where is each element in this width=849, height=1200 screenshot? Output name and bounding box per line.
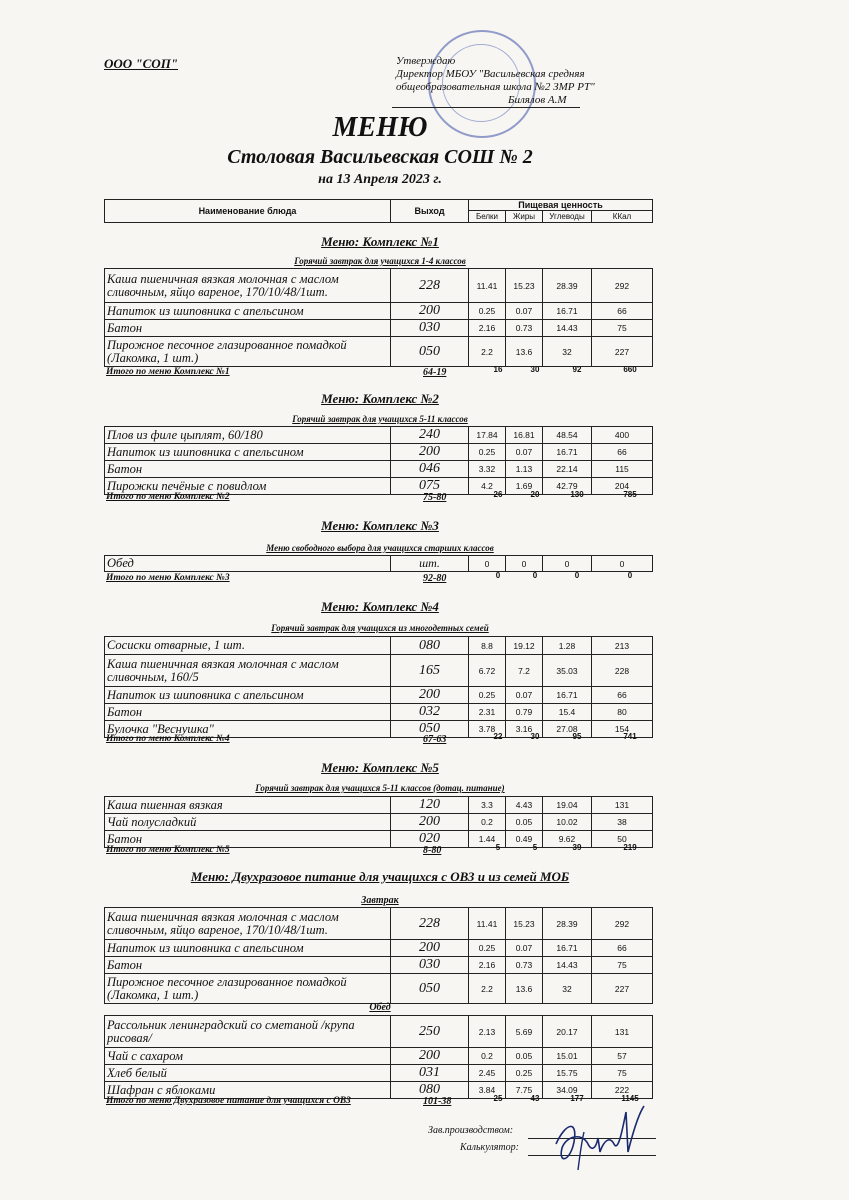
dish-kcal: 222 (592, 1082, 653, 1099)
dish-fat: 0.07 (506, 444, 543, 461)
dish-output: 200 (391, 444, 469, 461)
dish-protein: 2.2 (469, 337, 506, 367)
dish-output: 250 (391, 1016, 469, 1048)
dish-carbs: 15.4 (543, 704, 592, 721)
dish-carbs: 28.39 (543, 908, 592, 940)
ovz-total-protein: 25 (493, 1094, 503, 1103)
dish-fat: 3.16 (506, 721, 543, 738)
dish-protein: 0.25 (469, 687, 506, 704)
dish-kcal: 75 (592, 957, 653, 974)
dish-name: Чай с сахаром (105, 1048, 391, 1065)
dish-fat: 0.05 (506, 1048, 543, 1065)
ovz-breakfast-label: Завтрак (361, 895, 399, 906)
ovz-breakfast-table (104, 907, 653, 1004)
dish-carbs: 48.54 (543, 427, 592, 444)
dish-output: 200 (391, 687, 469, 704)
dish-fat: 0.79 (506, 704, 543, 721)
dish-protein: 3.32 (469, 461, 506, 478)
dish-output: 200 (391, 303, 469, 320)
dish-output: 020 (391, 831, 469, 848)
complex3-total-kcal: 0 (627, 571, 633, 580)
complex1-table (104, 268, 653, 367)
dish-carbs: 32 (543, 337, 592, 367)
dish-carbs: 19.04 (543, 797, 592, 814)
dish-carbs: 16.71 (543, 303, 592, 320)
dish-carbs: 28.39 (543, 269, 592, 303)
dish-protein: 0.25 (469, 303, 506, 320)
dish-name: Напиток из шиповника с апельсином (105, 687, 391, 704)
dish-protein: 2.45 (469, 1065, 506, 1082)
menu-date: на 13 Апреля 2023 г. (318, 172, 442, 187)
complex4-total-fat: 30 (530, 732, 540, 741)
dish-fat: 5.69 (506, 1016, 543, 1048)
dish-name: Пирожное песочное глазированное помадкой (Лакомка, 1 шт.) (105, 974, 391, 1004)
dish-protein: 11.41 (469, 269, 506, 303)
dish-protein: 11.41 (469, 908, 506, 940)
dish-output: 050 (391, 974, 469, 1004)
dish-output: шт. (391, 556, 469, 572)
complex4-title: Меню: Комплекс №4 (321, 599, 439, 614)
dish-output: 165 (391, 655, 469, 687)
complex5-subtitle: Горячий завтрак для учащихся 5-11 классов (дотац. питание) (255, 783, 505, 793)
dish-name: Батон (105, 957, 391, 974)
approve-line-2: Директор МБОУ "Васильевская средняя (396, 68, 585, 80)
dish-kcal: 66 (592, 303, 653, 320)
dish-fat: 13.6 (506, 337, 543, 367)
complex1-total-output: 64-19 (423, 367, 447, 378)
complex3-subtitle: Меню свободного выбора для учащихся старших классов (266, 543, 494, 553)
dish-fat: 0.73 (506, 320, 543, 337)
complex4-subtitle: Горячий завтрак для учащихся из многодетных семей (271, 623, 489, 633)
complex1-total-kcal: 660 (623, 365, 637, 374)
complex2-title: Меню: Комплекс №2 (321, 391, 439, 406)
complex1-total-label: Итого по меню Комплекс №1 (106, 367, 230, 377)
complex5-total-carbs: 39 (572, 843, 582, 852)
dish-name: Пирожное песочное глазированное помадкой (Лакомка, 1 шт.) (105, 337, 391, 367)
dish-protein: 2.16 (469, 320, 506, 337)
dish-name: Хлеб белый (105, 1065, 391, 1082)
dish-name: Пирожки печёные с повидлом (105, 478, 391, 495)
dish-protein: 1.44 (469, 831, 506, 848)
dish-protein: 2.2 (469, 974, 506, 1004)
complex3-total-output: 92-80 (423, 573, 447, 584)
dish-fat: 0.07 (506, 687, 543, 704)
dish-name: Напиток из шиповника с апельсином (105, 940, 391, 957)
table-row (105, 337, 653, 367)
complex5-table (104, 796, 653, 848)
dish-output: 240 (391, 427, 469, 444)
dish-kcal: 66 (592, 940, 653, 957)
calculator-label: Калькулятор: (460, 1142, 519, 1153)
table-row (105, 1048, 653, 1065)
table-row (105, 427, 653, 444)
col-output-header: Выход (391, 200, 469, 223)
dish-carbs: 35.03 (543, 655, 592, 687)
table-row (105, 1065, 653, 1082)
dish-carbs: 10.02 (543, 814, 592, 831)
dish-output: 032 (391, 704, 469, 721)
production-manager-label: Зав.производством: (428, 1125, 514, 1136)
dish-name: Батон (105, 704, 391, 721)
director-name: Билялов А.М (508, 94, 567, 106)
dish-carbs: 0 (543, 556, 592, 572)
dish-output: 200 (391, 940, 469, 957)
dish-output: 050 (391, 337, 469, 367)
dish-carbs: 34.09 (543, 1082, 592, 1099)
handwritten-signature (548, 1092, 658, 1174)
dish-kcal: 75 (592, 320, 653, 337)
complex4-total-protein: 22 (493, 732, 503, 741)
complex2-total-protein: 26 (493, 490, 503, 499)
dish-fat: 13.6 (506, 974, 543, 1004)
dish-carbs: 16.71 (543, 687, 592, 704)
dish-kcal: 0 (592, 556, 653, 572)
dish-fat: 4.43 (506, 797, 543, 814)
dish-name: Каша пшенная вязкая (105, 797, 391, 814)
ovz-title: Меню: Двухразовое питание для учащихся с ОВЗ и из семей МОБ (190, 869, 570, 884)
dish-kcal: 400 (592, 427, 653, 444)
table-row (105, 974, 653, 1004)
complex2-total-kcal: 785 (623, 490, 637, 499)
dish-name: Каша пшеничная вязкая молочная с маслом сливочным, яйцо вареное, 170/10/48/1шт. (105, 908, 391, 940)
table-row (105, 556, 653, 572)
dish-protein: 0.2 (469, 1048, 506, 1065)
dish-kcal: 38 (592, 814, 653, 831)
dish-name: Шафран с яблоками (105, 1082, 391, 1099)
complex5-title: Меню: Комплекс №5 (321, 760, 439, 775)
dish-kcal: 154 (592, 721, 653, 738)
table-row (105, 940, 653, 957)
dish-carbs: 1.28 (543, 637, 592, 655)
dish-kcal: 227 (592, 337, 653, 367)
dish-protein: 0 (469, 556, 506, 572)
dish-carbs: 20.17 (543, 1016, 592, 1048)
page-subtitle: Столовая Васильевская СОШ № 2 (227, 146, 533, 168)
complex5-total-fat: 5 (532, 843, 538, 852)
complex4-total-carbs: 95 (572, 732, 582, 741)
ovz-total-fat: 43 (530, 1094, 540, 1103)
dish-fat: 1.69 (506, 478, 543, 495)
complex3-total-label: Итого по меню Комплекс №3 (106, 573, 230, 583)
dish-fat: 0.07 (506, 940, 543, 957)
col-kcal-header: ККал (592, 211, 653, 223)
complex3-table (104, 555, 653, 572)
table-row (105, 797, 653, 814)
complex5-total-kcal: 219 (623, 843, 637, 852)
dish-kcal: 66 (592, 687, 653, 704)
dish-output: 080 (391, 637, 469, 655)
table-row (105, 444, 653, 461)
complex4-total-label: Итого по меню Комплекс №4 (106, 734, 230, 744)
complex5-total-label: Итого по меню Комплекс №5 (106, 845, 230, 855)
dish-name: Каша пшеничная вязкая молочная с маслом сливочным, яйцо вареное, 170/10/48/1шт. (105, 269, 391, 303)
dish-kcal: 292 (592, 269, 653, 303)
dish-output: 050 (391, 721, 469, 738)
table-row (105, 655, 653, 687)
table-row (105, 303, 653, 320)
dish-protein: 4.2 (469, 478, 506, 495)
dish-output: 031 (391, 1065, 469, 1082)
dish-kcal: 66 (592, 444, 653, 461)
table-row (105, 957, 653, 974)
ovz-lunch-label: Обед (369, 1002, 391, 1013)
dish-kcal: 292 (592, 908, 653, 940)
dish-kcal: 227 (592, 974, 653, 1004)
dish-name: Напиток из шиповника с апельсином (105, 444, 391, 461)
complex2-total-carbs: 130 (570, 490, 584, 499)
dish-protein: 17.84 (469, 427, 506, 444)
dish-carbs: 22.14 (543, 461, 592, 478)
ovz-total-output: 101-38 (423, 1096, 452, 1107)
dish-carbs: 14.43 (543, 320, 592, 337)
dish-protein: 2.31 (469, 704, 506, 721)
dish-protein: 0.2 (469, 814, 506, 831)
dish-name: Батон (105, 461, 391, 478)
table-row (105, 269, 653, 303)
dish-name: Рассольник ленинградский со сметаной /крупа рисовая/ (105, 1016, 391, 1048)
col-carbs-header: Углеводы (543, 211, 592, 223)
table-row (105, 1016, 653, 1048)
dish-kcal: 213 (592, 637, 653, 655)
approve-line-1: Утверждаю (396, 55, 456, 67)
complex3-total-carbs: 0 (574, 571, 580, 580)
dish-carbs: 15.01 (543, 1048, 592, 1065)
dish-output: 046 (391, 461, 469, 478)
complex2-table (104, 426, 653, 495)
dish-name: Каша пшеничная вязкая молочная с маслом сливочным, 160/5 (105, 655, 391, 687)
col-protein-header: Белки (469, 211, 506, 223)
ovz-total-carbs: 177 (570, 1094, 584, 1103)
approval-block (396, 55, 595, 107)
complex2-subtitle: Горячий завтрак для учащихся 5-11 классов (292, 414, 468, 424)
dish-protein: 0.25 (469, 940, 506, 957)
table-row (105, 461, 653, 478)
dish-name: Батон (105, 831, 391, 848)
dish-protein: 3.84 (469, 1082, 506, 1099)
dish-output: 075 (391, 478, 469, 495)
dish-kcal: 115 (592, 461, 653, 478)
complex1-total-fat: 30 (530, 365, 540, 374)
dish-protein: 2.16 (469, 957, 506, 974)
dish-name: Булочка "Веснушка" (105, 721, 391, 738)
dish-protein: 2.13 (469, 1016, 506, 1048)
dish-output: 200 (391, 1048, 469, 1065)
complex5-total-protein: 5 (495, 843, 501, 852)
col-name-header: Наименование блюда (105, 200, 391, 223)
approve-signature-line (392, 107, 580, 108)
dish-fat: 0.07 (506, 303, 543, 320)
dish-output: 228 (391, 908, 469, 940)
dish-kcal: 50 (592, 831, 653, 848)
dish-name: Чай полусладкий (105, 814, 391, 831)
dish-output: 228 (391, 269, 469, 303)
dish-output: 120 (391, 797, 469, 814)
column-header-table (104, 199, 653, 223)
complex2-total-fat: 20 (530, 490, 540, 499)
dish-name: Плов из филе цыплят, 60/180 (105, 427, 391, 444)
dish-fat: 1.13 (506, 461, 543, 478)
dish-fat: 15.23 (506, 269, 543, 303)
dish-fat: 0.49 (506, 831, 543, 848)
ovz-total-label: Итого по меню Двухразовое питание для учащихся с ОВЗ (106, 1096, 351, 1106)
dish-fat: 0.05 (506, 814, 543, 831)
dish-carbs: 15.75 (543, 1065, 592, 1082)
complex2-total-output: 75-80 (423, 492, 447, 503)
dish-name: Напиток из шиповника с апельсином (105, 303, 391, 320)
dish-fat: 7.2 (506, 655, 543, 687)
col-nutrition-header: Пищевая ценность (469, 200, 653, 211)
complex4-total-output: 67-63 (423, 734, 447, 745)
complex3-total-fat: 0 (532, 571, 538, 580)
dish-carbs: 16.71 (543, 444, 592, 461)
dish-kcal: 57 (592, 1048, 653, 1065)
complex1-subtitle: Горячий завтрак для учащихся 1-4 классов (294, 256, 466, 266)
complex4-total-kcal: 741 (623, 732, 637, 741)
table-row (105, 908, 653, 940)
dish-protein: 3.3 (469, 797, 506, 814)
organization-name: ООО "СОП" (104, 56, 179, 71)
ovz-lunch-table (104, 1015, 653, 1099)
page-title: МЕНЮ (332, 112, 428, 143)
col-fat-header: Жиры (506, 211, 543, 223)
approve-line-3: общеобразовательная школа №2 ЗМР РТ" (396, 81, 595, 93)
dish-protein: 3.78 (469, 721, 506, 738)
dish-name: Батон (105, 320, 391, 337)
dish-carbs: 27.08 (543, 721, 592, 738)
dish-protein: 6.72 (469, 655, 506, 687)
dish-output: 080 (391, 1082, 469, 1099)
dish-kcal: 204 (592, 478, 653, 495)
complex4-table (104, 636, 653, 738)
complex2-total-label: Итого по меню Комплекс №2 (106, 492, 230, 502)
dish-fat: 7.75 (506, 1082, 543, 1099)
dish-fat: 0 (506, 556, 543, 572)
dish-fat: 0.25 (506, 1065, 543, 1082)
dish-output: 030 (391, 320, 469, 337)
dish-fat: 19.12 (506, 637, 543, 655)
dish-fat: 0.73 (506, 957, 543, 974)
table-row (105, 814, 653, 831)
ovz-total-kcal: 1145 (621, 1094, 639, 1103)
complex5-total-output: 8-80 (423, 845, 442, 856)
dish-kcal: 80 (592, 704, 653, 721)
dish-output: 200 (391, 814, 469, 831)
dish-carbs: 9.62 (543, 831, 592, 848)
table-row (105, 637, 653, 655)
dish-fat: 15.23 (506, 908, 543, 940)
complex1-total-carbs: 92 (572, 365, 582, 374)
dish-name: Сосиски отварные, 1 шт. (105, 637, 391, 655)
table-row (105, 704, 653, 721)
dish-carbs: 42.79 (543, 478, 592, 495)
dish-name: Обед (105, 556, 391, 572)
dish-output: 030 (391, 957, 469, 974)
dish-kcal: 75 (592, 1065, 653, 1082)
dish-kcal: 131 (592, 1016, 653, 1048)
dish-carbs: 32 (543, 974, 592, 1004)
dish-protein: 0.25 (469, 444, 506, 461)
dish-carbs: 14.43 (543, 957, 592, 974)
dish-fat: 16.81 (506, 427, 543, 444)
complex3-title: Меню: Комплекс №3 (321, 518, 439, 533)
dish-carbs: 16.71 (543, 940, 592, 957)
complex1-total-protein: 16 (493, 365, 503, 374)
table-row (105, 320, 653, 337)
complex3-total-protein: 0 (495, 571, 501, 580)
dish-kcal: 228 (592, 655, 653, 687)
dish-kcal: 131 (592, 797, 653, 814)
complex1-title: Меню: Комплекс №1 (321, 234, 439, 249)
dish-protein: 8.8 (469, 637, 506, 655)
table-row (105, 687, 653, 704)
